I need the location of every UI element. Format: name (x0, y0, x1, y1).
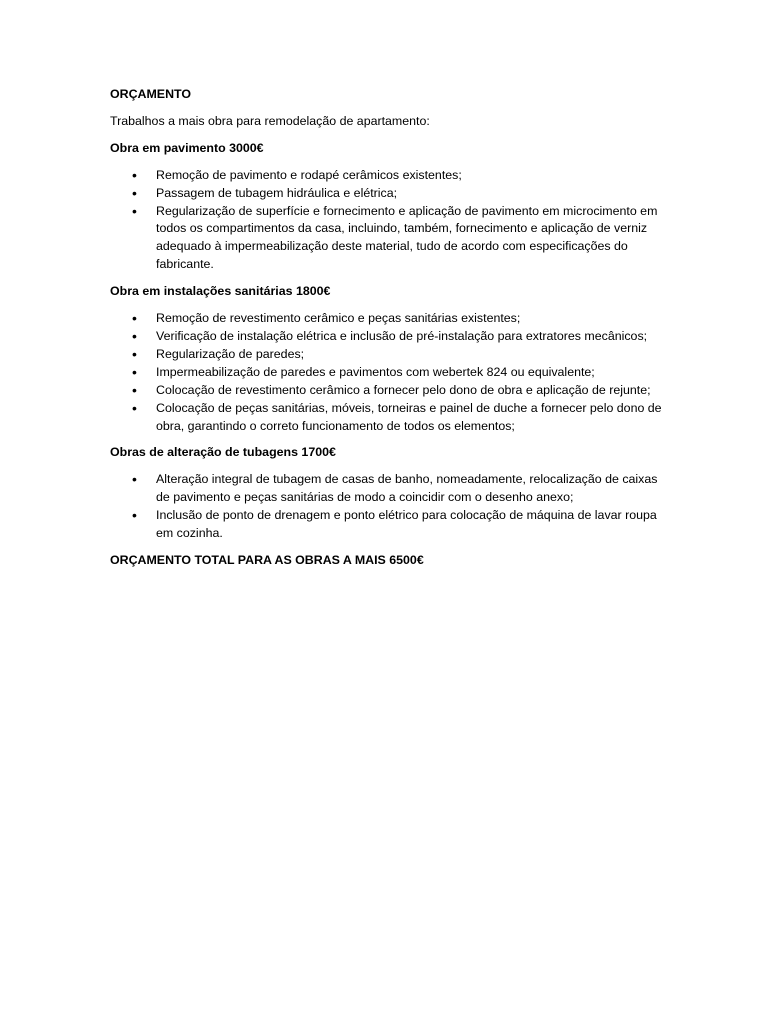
list-item (110, 382, 662, 400)
list-item (110, 346, 662, 364)
bullet-icon: • (132, 310, 137, 327)
section-heading-pavimento: Obra em pavimento 3000€ (110, 140, 264, 155)
list-item (110, 310, 662, 328)
bullet-icon: • (132, 327, 137, 344)
bullet-list-sanitarias (110, 310, 662, 435)
bullet-icon: • (132, 345, 137, 362)
document-title: ORÇAMENTO (110, 87, 191, 101)
bullet-list-tubagens (110, 471, 662, 543)
intro-text: Trabalhos a mais obra para remodelação de apartamento: (110, 113, 430, 128)
bullet-icon: • (132, 363, 137, 380)
bullet-icon: • (132, 381, 137, 398)
list-item-text: Remoção de pavimento e rodapé cerâmicos existentes; (156, 167, 462, 182)
list-item-text: Inclusão de ponto de drenagem e ponto elétrico para colocação de máquina de lavar roupa em cozinha. (156, 508, 657, 541)
bullet-icon: • (132, 166, 137, 183)
list-item (110, 328, 662, 346)
list-item-text: Regularização de superfície e fornecimento e aplicação de pavimento em microcimento em todos os compartimentos da casa, incluindo, também, fornecimento e aplicação de verniz adequado à impermeabilização deste material, tudo de acordo com especificações do fabricante. (156, 203, 658, 272)
list-item-text: Passagem de tubagem hidráulica e elétrica; (156, 185, 398, 200)
list-item (110, 400, 662, 436)
list-item-text: Regularização de paredes; (156, 346, 305, 361)
list-item (110, 507, 662, 543)
bullet-list-pavimento (110, 167, 662, 274)
bullet-icon: • (132, 184, 137, 201)
bullet-icon: • (132, 507, 137, 524)
list-item-text: Verificação de instalação elétrica e inclusão de pré-instalação para extratores mecânicos; (156, 328, 648, 343)
list-item-text: Alteração integral de tubagem de casas de banho, nomeadamente, relocalização de caixas de pavimento e peças sanitárias de modo a coincidir com o desenho anexo; (156, 472, 658, 505)
bullet-icon: • (132, 399, 137, 416)
list-item (110, 167, 662, 185)
section-heading-sanitarias: Obra em instalações sanitárias 1800€ (110, 284, 331, 299)
bullet-icon: • (132, 471, 137, 488)
total-budget: ORÇAMENTO TOTAL PARA AS OBRAS A MAIS 6500€ (110, 552, 424, 567)
list-item (110, 203, 662, 275)
list-item-text: Colocação de peças sanitárias, móveis, torneiras e painel de duche a fornecer pelo dono de obra, garantindo o correto funcionamento de todos os elementos; (156, 400, 662, 433)
list-item (110, 185, 662, 203)
list-item (110, 471, 662, 507)
list-item-text: Remoção de revestimento cerâmico e peças sanitárias existentes; (156, 311, 521, 326)
list-item-text: Colocação de revestimento cerâmico a fornecer pelo dono de obra e aplicação de rejunte; (156, 382, 651, 397)
list-item-text: Impermeabilização de paredes e pavimentos com webertek 824 ou equivalente; (156, 364, 595, 379)
list-item (110, 364, 662, 382)
bullet-icon: • (132, 202, 137, 219)
section-heading-tubagens: Obras de alteração de tubagens 1700€ (110, 445, 336, 460)
